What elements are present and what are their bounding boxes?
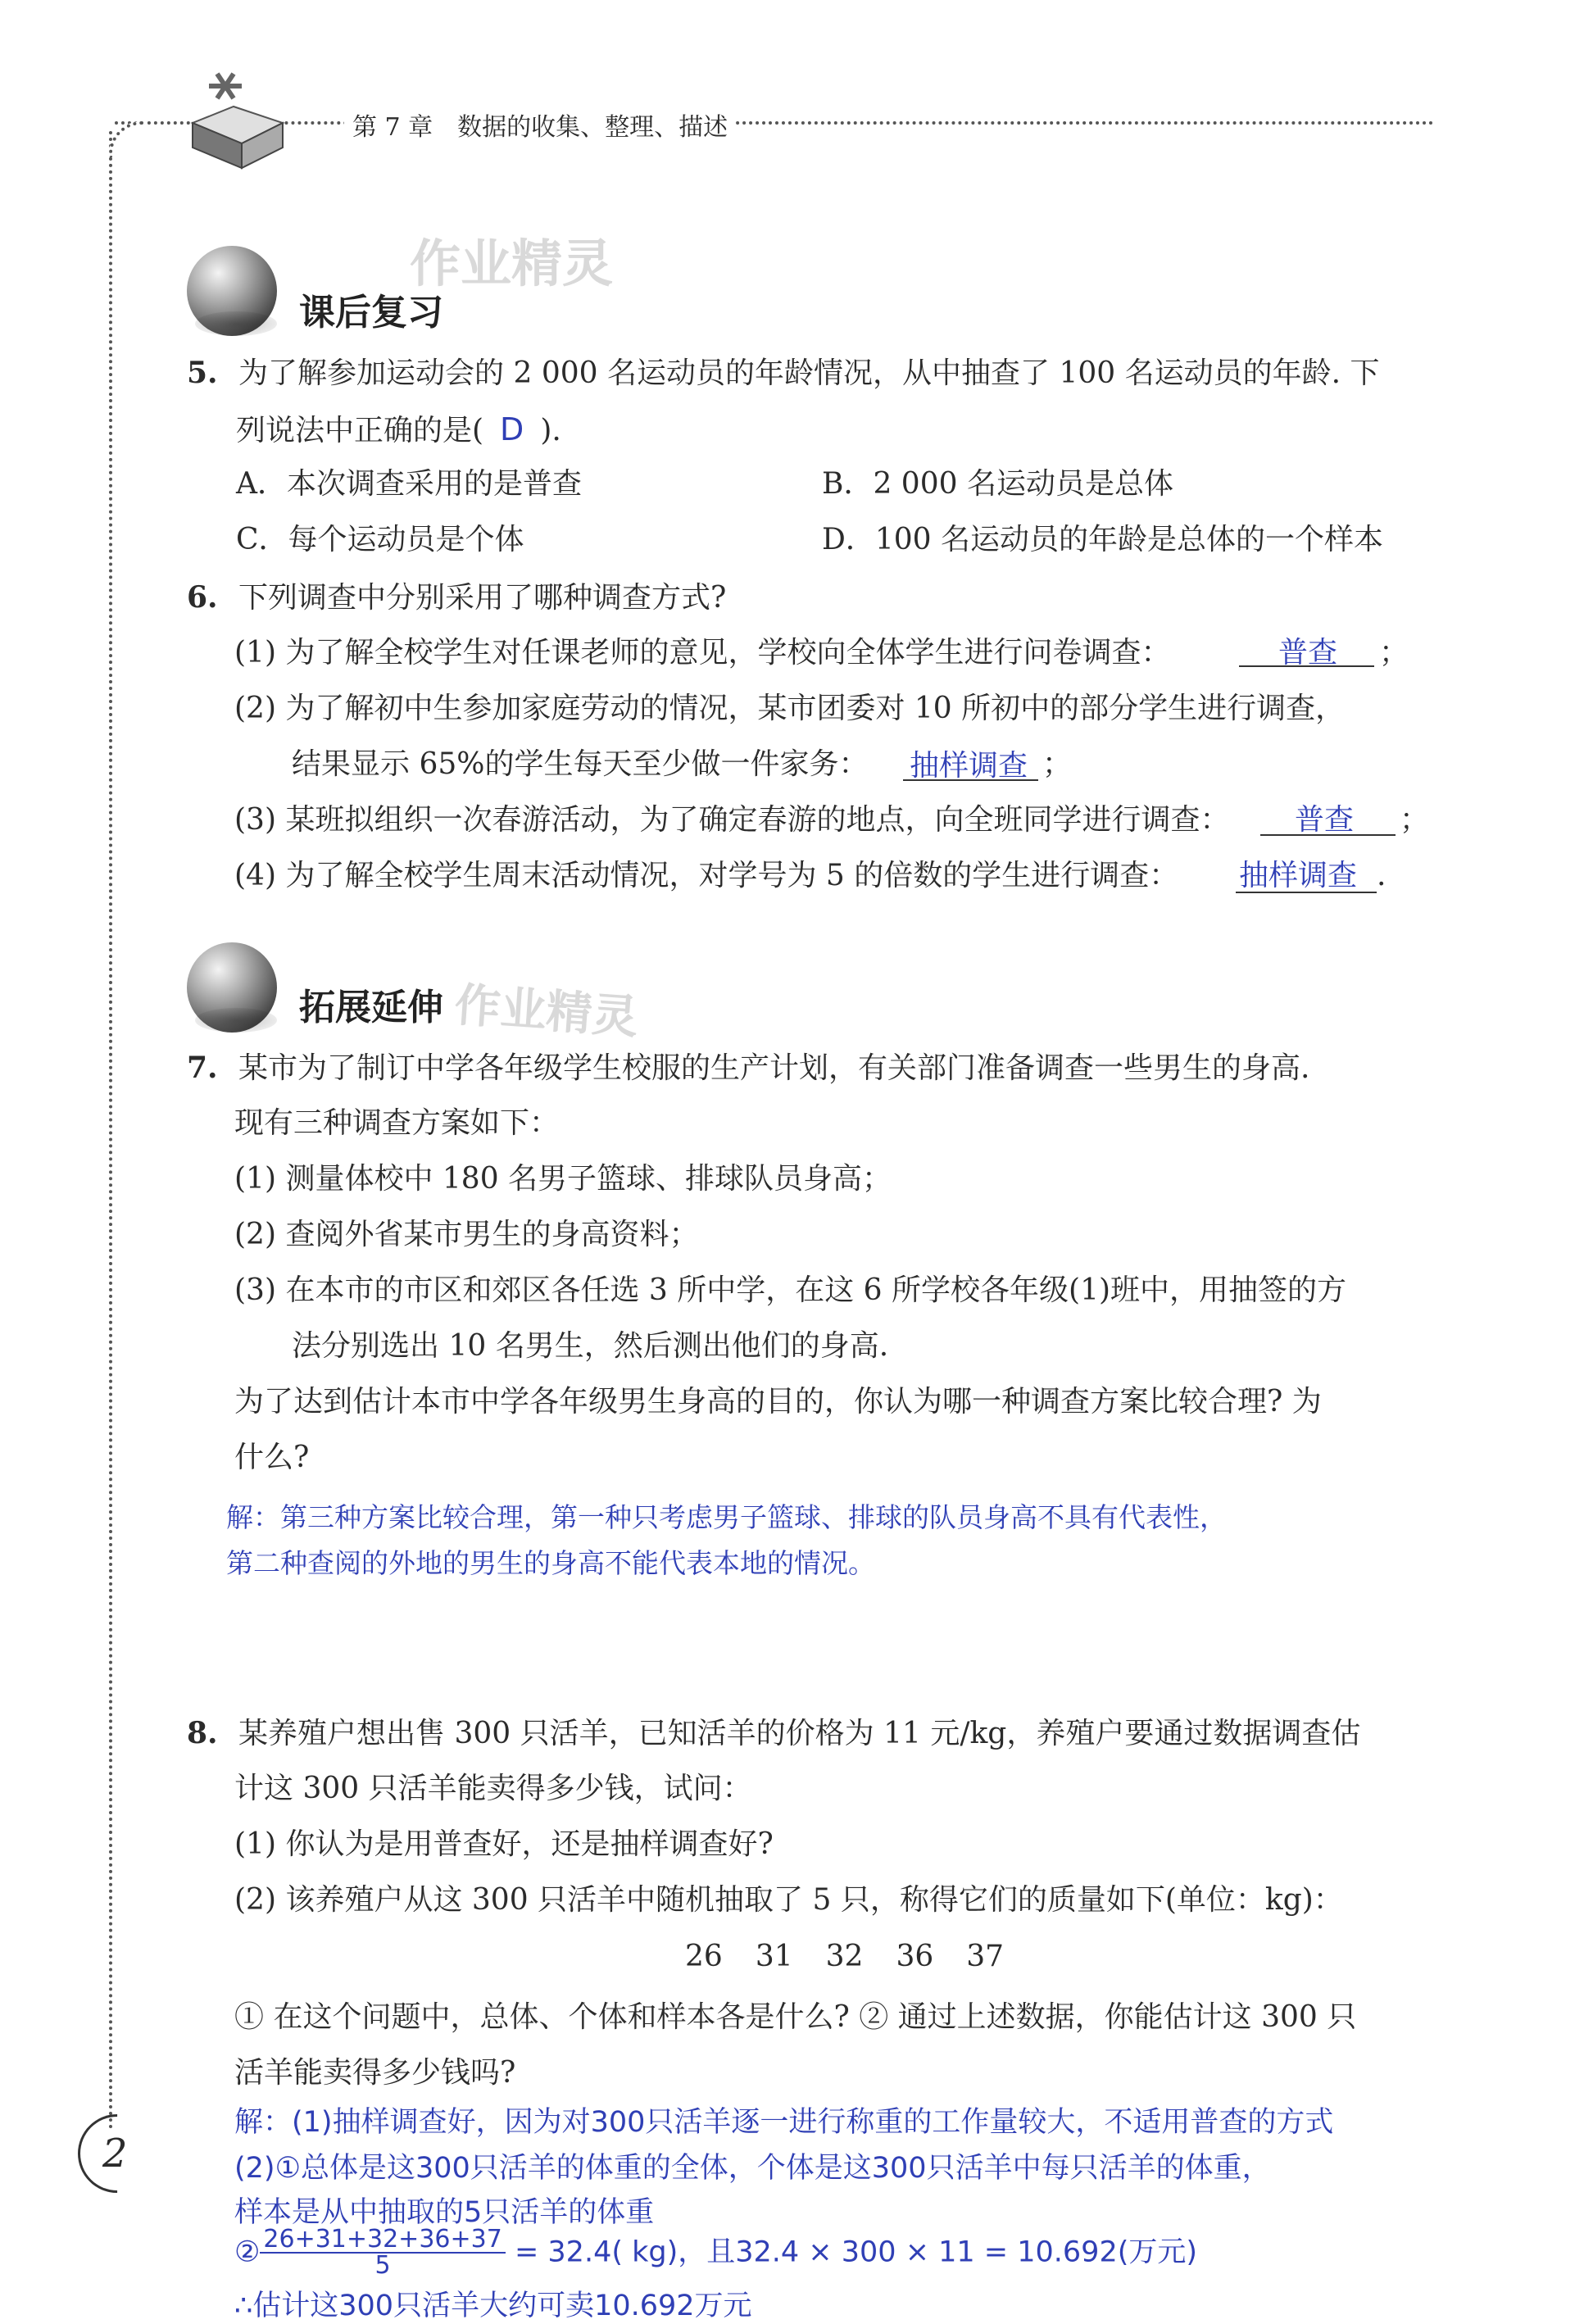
q7-answer-line1: 解：第三种方案比较合理，第一种只考虑男子篮球、排球的队员身高不具有代表性， xyxy=(226,1501,1227,1533)
chapter-header: 第 7 章 数据的收集、整理、描述 xyxy=(344,107,736,143)
q8-line1 xyxy=(187,1718,1360,1749)
q6-answer3: 普查 xyxy=(1295,803,1355,837)
circled-two: ② xyxy=(234,2235,261,2269)
q6-part1: (1) 为了解全校学生对任课老师的意见，学校向全体学生进行问卷调查： xyxy=(234,636,1171,670)
q8-answer-line1: 解：(1)抽样调查好，因为对300只活羊逐一进行称重的工作量较大，不适用普查的方式 xyxy=(234,2106,1334,2139)
q8-answer-line3: 样本是从中抽取的5只活羊的体重 xyxy=(234,2196,655,2229)
q5-line2 xyxy=(236,411,561,447)
q5-stem: 为了解参加运动会的 2 000 名运动员的年龄情况，从中抽查了 100 名运动员的年龄. 下 xyxy=(238,356,1380,390)
q5-line1 xyxy=(187,358,1379,388)
q8-data-value: 36 xyxy=(896,1940,934,1973)
q8-sub1: (1) 你认为是用普查好，还是抽样调查好? xyxy=(234,1827,774,1861)
q6-part3: (3) 某班拟组织一次春游活动，为了确定春游的地点，向全班同学进行调查： xyxy=(234,803,1230,837)
q5-option-b: B．2 000 名运动员是总体 xyxy=(822,467,1173,501)
q6-answer1: 普查 xyxy=(1278,636,1338,670)
q5-number: 5. xyxy=(187,356,218,390)
q8-answer-line2: (2)①总体是这300只活羊的体重的全体，个体是这300只活羊中每只活羊的体重， xyxy=(234,2152,1271,2185)
q6-part1-end: ； xyxy=(1379,636,1409,670)
q8-data-row xyxy=(685,1942,1004,1972)
left-dotted-border xyxy=(109,131,112,2131)
q7-scheme1: (1) 测量体校中 180 名男子篮球、排球队员身高； xyxy=(234,1162,892,1196)
q6-answer4: 抽样调查 xyxy=(1239,859,1358,892)
q6-part3-end: ； xyxy=(1400,803,1430,837)
watermark: 作业精灵 xyxy=(452,978,640,1045)
q8-answer-line4 xyxy=(234,2227,1197,2278)
q8-data-value: 37 xyxy=(966,1940,1005,1973)
q8-stem: 某养殖户想出售 300 只活羊，已知活羊的价格为 11 元/kg，养殖户要通过数据调查估 xyxy=(238,1717,1361,1750)
q6-answer2: 抽样调查 xyxy=(910,749,1028,783)
q7-line2: 现有三种调查方案如下： xyxy=(234,1106,560,1140)
q6-number: 6. xyxy=(187,580,218,615)
q7-scheme3-line2: 法分别选出 10 名男生，然后测出他们的身高. xyxy=(292,1329,889,1363)
q7-scheme2: (2) 查阅外省某市男生的身高资料； xyxy=(234,1218,699,1251)
q7-stem: 某市为了制订中学各年级学生校服的生产计划，有关部门准备调查一些男生的身高. xyxy=(238,1051,1310,1085)
q5-option-a: A．本次调查采用的是普查 xyxy=(236,467,582,501)
q8-data-value: 31 xyxy=(755,1940,793,1973)
q7-ask-line1: 为了达到估计本市中学各年级男生身高的目的，你认为哪一种调查方案比较合理? 为 xyxy=(234,1385,1322,1418)
section-title-review: 课后复习 xyxy=(299,292,443,334)
top-dotted-border xyxy=(115,121,1434,125)
fraction-numerator: 26+31+32+36+37 xyxy=(260,2227,505,2254)
globe-icon xyxy=(187,246,277,336)
q8-sub2: (2) 该养殖户从这 300 只活羊中随机抽取了 5 只，称得它们的质量如下(单位：kg)： xyxy=(234,1883,1343,1917)
q8-sub3-line2: 活羊能卖得多少钱吗? xyxy=(234,2056,516,2090)
q5-option-c: C．每个运动员是个体 xyxy=(236,523,524,556)
q6-part2-end: ； xyxy=(1042,747,1073,781)
q7-line1 xyxy=(187,1053,1310,1083)
q5-stem-end: ). xyxy=(540,414,561,447)
chapter-logo-icon xyxy=(184,66,299,172)
q7-number: 7. xyxy=(187,1051,218,1085)
q5-option-d: D．100 名运动员的年龄是总体的一个样本 xyxy=(822,523,1384,556)
q6-part2-line1: (2) 为了解初中生参加家庭劳动的情况，某市团委对 10 所初中的部分学生进行调查， xyxy=(234,692,1346,725)
q7-ask-line2: 什么? xyxy=(234,1441,310,1474)
section-title-extension: 拓展延伸 xyxy=(299,987,443,1028)
q6-stem-line xyxy=(187,580,727,615)
q8-line2: 计这 300 只活羊能卖得多少钱，试问： xyxy=(234,1772,752,1805)
q8-answer-line5: ∴估计这300只活羊大约可卖10.692万元 xyxy=(234,2290,752,2322)
fraction xyxy=(260,2227,505,2278)
q8-sub3-line1: ① 在这个问题中，总体、个体和样本各是什么? ② 通过上述数据，你能估计这 300 只 xyxy=(234,2000,1357,2034)
q8-answer-line4-rest: = 32.4( kg)，且32.4 × 300 × 11 = 10.692(万元) xyxy=(514,2235,1198,2269)
q6-stem: 下列调查中分别采用了哪种调查方式? xyxy=(238,581,727,615)
q6-part4-end: . xyxy=(1377,859,1386,892)
watermark: 作业精灵 xyxy=(410,234,614,293)
q8-data-value: 26 xyxy=(685,1940,723,1973)
q8-number: 8. xyxy=(187,1716,218,1750)
page-number: 2 xyxy=(102,2131,128,2176)
fraction-denominator: 5 xyxy=(374,2251,391,2280)
border-corner xyxy=(109,121,145,157)
q7-answer-line2: 第二种查阅的外地的男生的身高不能代表本地的情况。 xyxy=(226,1547,875,1579)
q5-stem-cont: 列说法中正确的是( xyxy=(236,414,484,447)
q8-data-value: 32 xyxy=(825,1940,864,1973)
q6-part2-line2: 结果显示 65%的学生每天至少做一件家务： xyxy=(292,747,869,781)
q5-answer: D xyxy=(500,411,524,447)
q7-scheme3-line1: (3) 在本市的市区和郊区各任选 3 所中学，在这 6 所学校各年级(1)班中，用抽签的方 xyxy=(234,1273,1347,1307)
globe-icon xyxy=(187,942,277,1033)
q6-part4: (4) 为了解全校学生周末活动情况，对学号为 5 的倍数的学生进行调查： xyxy=(234,859,1179,892)
